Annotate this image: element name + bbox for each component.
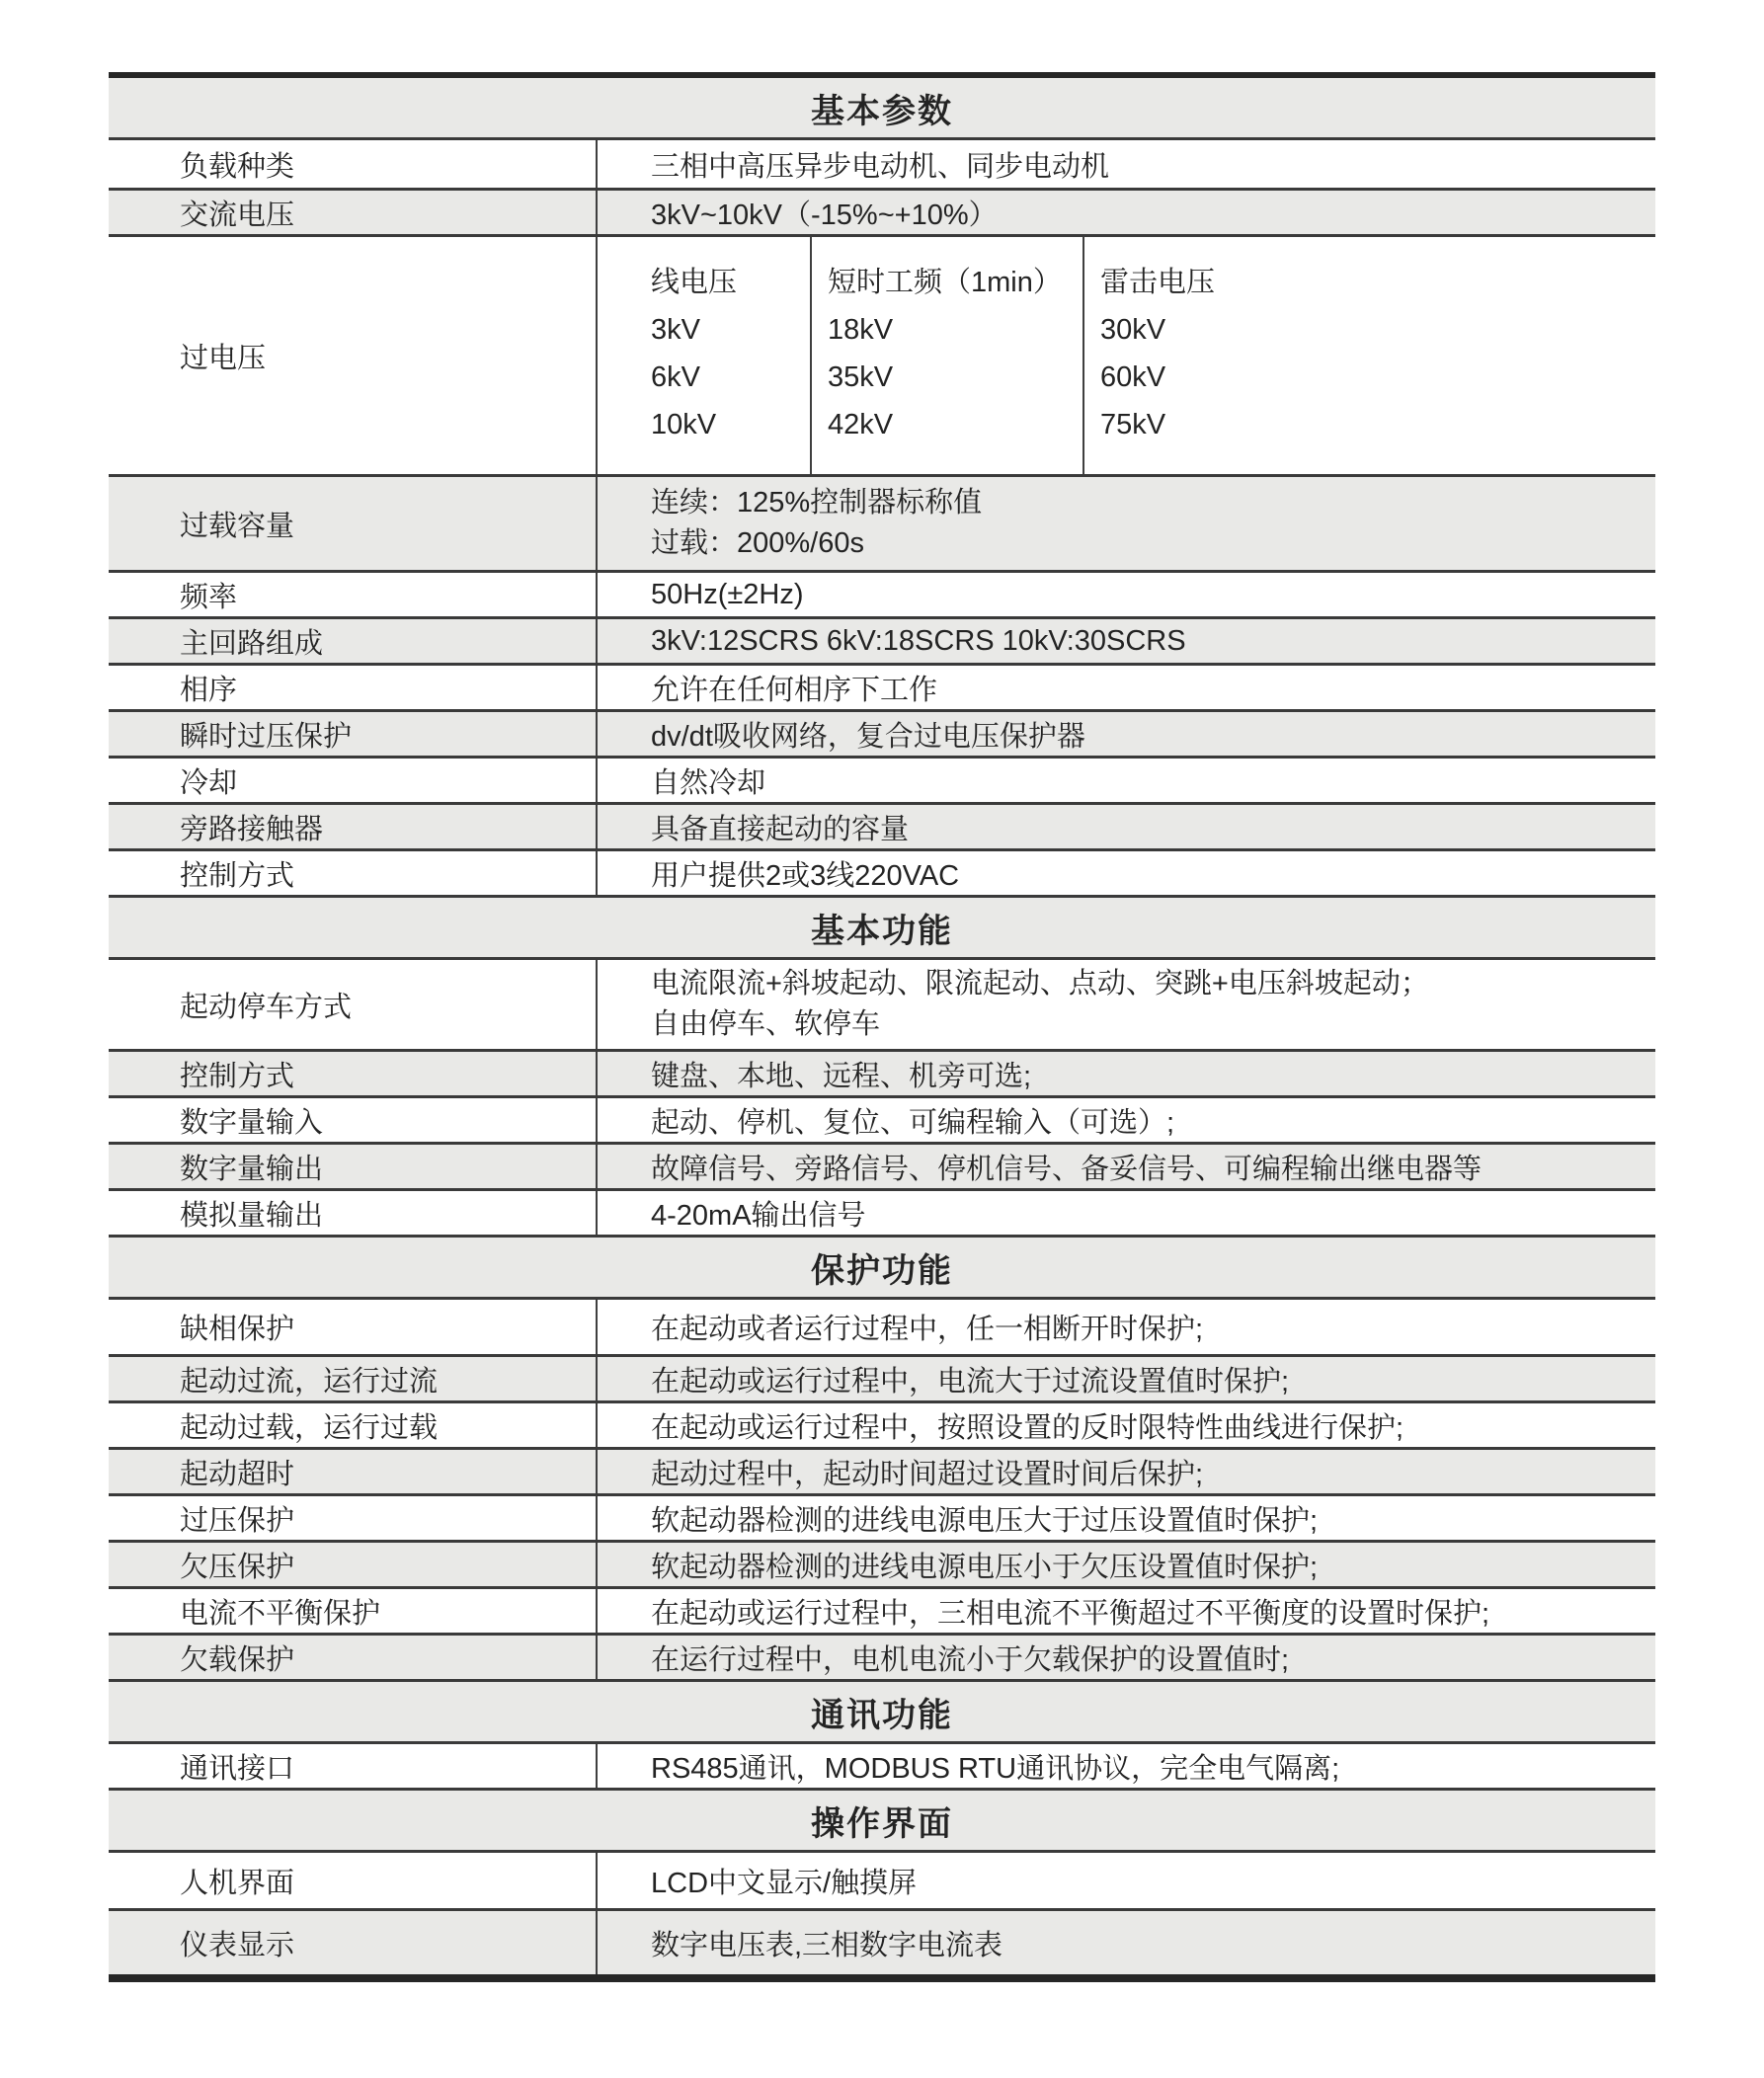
spec-value: 在起动或者运行过程中，任一相断开时保护;: [596, 1300, 1655, 1354]
spec-value: 用户提供2或3线220VAC: [596, 851, 1655, 895]
section-title: 基本参数: [811, 92, 953, 130]
overvoltage-value: 18kV: [828, 314, 894, 346]
spec-row: [109, 756, 1655, 802]
spec-row: [109, 570, 1655, 616]
overvoltage-col-header: 雷击电压: [1100, 267, 1216, 298]
spec-value: 在运行过程中，电机电流小于欠载保护的设置值时;: [596, 1636, 1655, 1679]
spec-value: 数字电压表,三相数字电流表: [596, 1911, 1655, 1974]
spec-label: 控制方式: [180, 1060, 295, 1092]
spec-label: 旁路接触器: [180, 813, 324, 845]
spec-value: [596, 960, 1655, 1049]
spec-value: 具备直接起动的容量: [596, 805, 1655, 848]
overvoltage-value: 10kV: [651, 409, 717, 440]
spec-row: [109, 188, 1655, 234]
overvoltage-value: 30kV: [1100, 314, 1166, 346]
spec-value: 4-20mA输出信号: [596, 1191, 1655, 1235]
spec-value: 3kV:12SCRS 6kV:18SCRS 10kV:30SCRS: [596, 619, 1655, 663]
spec-value: [596, 477, 1655, 570]
spec-value: RS485通讯，MODBUS RTU通讯协议，完全电气隔离;: [596, 1744, 1655, 1788]
spec-value: [596, 237, 1655, 474]
spec-row: [109, 1188, 1655, 1235]
spec-row: [109, 957, 1655, 1049]
overvoltage-column: [598, 237, 810, 474]
spec-label: 过压保护: [180, 1504, 295, 1537]
spec-row: [109, 1447, 1655, 1493]
spec-value: 三相中高压异步电动机、同步电动机: [596, 140, 1655, 188]
spec-row: [109, 848, 1655, 895]
spec-label: 通讯接口: [180, 1752, 295, 1785]
spec-row: [109, 1049, 1655, 1095]
spec-row: [109, 1095, 1655, 1142]
spec-label: 起动超时: [180, 1458, 295, 1490]
spec-row: [109, 1297, 1655, 1354]
spec-label: 欠压保护: [180, 1551, 295, 1583]
spec-value: 在起动或运行过程中，三相电流不平衡超过不平衡度的设置时保护;: [596, 1589, 1655, 1633]
section-title: 保护功能: [811, 1251, 953, 1290]
spec-label: 起动过流，运行过流: [180, 1365, 439, 1398]
spec-value: 软起动器检测的进线电源电压小于欠压设置值时保护;: [596, 1543, 1655, 1586]
overvoltage-value: 6kV: [651, 361, 700, 393]
spec-value: 故障信号、旁路信号、停机信号、备妥信号、可编程输出继电器等: [596, 1145, 1655, 1188]
spec-label: 冷却: [180, 766, 238, 799]
section-header-row: [109, 1788, 1655, 1850]
spec-value: 键盘、本地、远程、机旁可选;: [596, 1052, 1655, 1095]
spec-row: [109, 1493, 1655, 1540]
spec-label: 主回路组成: [180, 627, 324, 660]
section-title: 操作界面: [811, 1804, 953, 1843]
spec-row: [109, 802, 1655, 848]
spec-label: 数字量输入: [180, 1106, 324, 1139]
spec-value: 在起动或运行过程中，按照设置的反时限特性曲线进行保护;: [596, 1403, 1655, 1447]
overvoltage-value: 75kV: [1100, 409, 1166, 440]
spec-row: [109, 1540, 1655, 1586]
spec-row: [109, 616, 1655, 663]
spec-label: 瞬时过压保护: [180, 720, 353, 753]
overvoltage-col-header: 线电压: [651, 267, 738, 298]
section-header-row: [109, 1235, 1655, 1297]
overvoltage-column: [1082, 237, 1655, 474]
spec-label: 相序: [180, 674, 238, 706]
spec-label: 起动过载，运行过载: [180, 1411, 439, 1444]
spec-value: 3kV~10kV（-15%~+10%）: [596, 191, 1655, 234]
spec-label: 电流不平衡保护: [180, 1597, 381, 1630]
spec-value: 起动过程中，起动时间超过设置时间后保护;: [596, 1450, 1655, 1493]
spec-row: [109, 709, 1655, 756]
spec-label: 起动停车方式: [180, 991, 353, 1023]
spec-value: 允许在任何相序下工作: [596, 666, 1655, 709]
spec-label: 欠载保护: [180, 1643, 295, 1676]
spec-value: 50Hz(±2Hz): [596, 573, 1655, 616]
spec-row: [109, 1633, 1655, 1679]
overvoltage-value: 3kV: [651, 314, 700, 346]
spec-label: 过电压: [180, 342, 267, 374]
spec-row: [109, 663, 1655, 709]
spec-value: 起动、停机、复位、可编程输入（可选）;: [596, 1098, 1655, 1142]
spec-row: [109, 1741, 1655, 1788]
overvoltage-value: 42kV: [828, 409, 894, 440]
spec-row: [109, 1354, 1655, 1400]
overvoltage-value: 60kV: [1100, 361, 1166, 393]
spec-value-line: 连续：125%控制器标称值: [651, 487, 983, 519]
spec-row: [109, 1400, 1655, 1447]
section-header-row: [109, 78, 1655, 137]
spec-label: 控制方式: [180, 859, 295, 892]
spec-value: 在起动或运行过程中，电流大于过流设置值时保护;: [596, 1357, 1655, 1400]
section-header-row: [109, 895, 1655, 957]
spec-value-line: 自由停车、软停车: [651, 1008, 881, 1040]
spec-row: [109, 137, 1655, 188]
spec-label: 数字量输出: [180, 1153, 324, 1185]
spec-table: [109, 72, 1655, 1982]
spec-label: 模拟量输出: [180, 1199, 324, 1232]
spec-row: [109, 1850, 1655, 1908]
section-title: 基本功能: [811, 912, 953, 950]
spec-value-line: 过载：200%/60s: [651, 527, 864, 559]
spec-row: [109, 1586, 1655, 1633]
spec-value: dv/dt吸收网络，复合过电压保护器: [596, 712, 1655, 756]
spec-label: 仪表显示: [180, 1929, 295, 1961]
section-title: 通讯功能: [811, 1696, 953, 1734]
spec-value-line: 电流限流+斜坡起动、限流起动、点动、突跳+电压斜坡起动；: [651, 968, 1429, 999]
spec-label: 交流电压: [180, 199, 295, 231]
spec-value: LCD中文显示/触摸屏: [596, 1853, 1655, 1908]
spec-label: 频率: [180, 581, 238, 613]
spec-label: 人机界面: [180, 1867, 295, 1899]
section-header-row: [109, 1679, 1655, 1741]
spec-row: [109, 1142, 1655, 1188]
spec-value: 软起动器检测的进线电源电压大于过压设置值时保护;: [596, 1496, 1655, 1540]
spec-label: 缺相保护: [180, 1314, 295, 1345]
spec-value: 自然冷却: [596, 759, 1655, 802]
spec-row: [109, 1908, 1655, 1974]
spec-row: [109, 474, 1655, 570]
spec-label: 过载容量: [180, 510, 295, 542]
overvoltage-col-header: 短时工频（1min）: [828, 267, 1062, 298]
spec-label: 负载种类: [180, 150, 295, 183]
overvoltage-column: [810, 237, 1082, 474]
spec-row: [109, 234, 1655, 474]
overvoltage-value: 35kV: [828, 361, 894, 393]
